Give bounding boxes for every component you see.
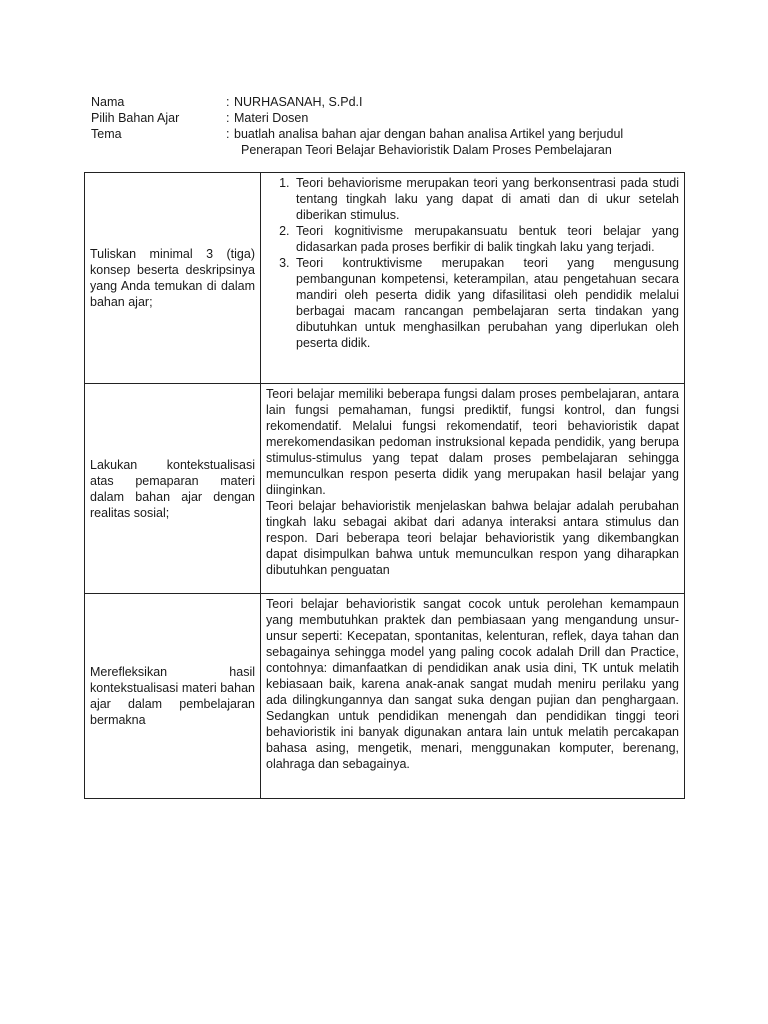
bahan-ajar-label: Pilih Bahan Ajar xyxy=(91,111,180,125)
paragraph: Teori belajar behavioristik sangat cocok untuk perolehan kemampaun yang membutuhkan praktek dan pembiasaan yang mengandung unsur-unsur seperti: Kecepatan, spontanitas, kelenturan, reflek, daya tahan dan sebagainya sehingga model yang paling cocok adalah Drill dan Practice, contohnya: dimanfaatkan di pendidikan anak usia dini, TK untuk melatih kebiasaan baik, karena anak-anak sangat mudah meniru perilaku yang ada dilingkungannya dan sangat suka dengan pujian dan penghargaan. Sedangkan untuk pendidikan menengah dan pendidikan tinggi teori behavioristik ini banyak digunakan antara lain untuk melatih percakapan bahasa asing, mengetik, menari, menggunakan komputer, berenang, olahraga dan sebagainya. xyxy=(266,597,679,771)
list-item: 1. Teori behaviorisme merupakan teori yang berkonsentrasi pada studi tentang tingkah laku yang dapat di amati dan di ukur setelah diberikan stimulus. xyxy=(293,175,679,223)
concepts-list xyxy=(266,175,679,351)
header-row-bahan-ajar xyxy=(91,110,691,126)
tema-value: buatlah analisa bahan ajar dengan bahan analisa Artikel yang berjudul xyxy=(234,127,624,141)
paragraph: Teori belajar behavioristik menjelaskan bahwa belajar adalah perubahan tingkah laku sebagai akibat dari adanya interaksi antara stimulus dan respon. Dari beberapa teori belajar behavioristik yang dikembangkan dapat disimpulkan bahwa untuk memunculkan respon yang diharapkan dibutuhkan penguatan xyxy=(266,499,679,577)
concepts-prompt: Tuliskan minimal 3 (tiga) konsep beserta deskripsinya yang Anda temukan di dalam bahan ajar; xyxy=(85,173,261,384)
analysis-table xyxy=(84,172,685,799)
header-row-nama xyxy=(91,94,691,110)
list-item: 3. Teori kontruktivisme merupakan teori yang mengusung pembangunan kompetensi, keterampilan, atau pengetahuan secara mandiri oleh peserta didik yang difasilitasi oleh pendidik melalui berbagai macam rancangan pembelajaran serta tindakan yang dibutuhkan untuk menghasilkan perubahan yang diperlukan oleh peserta didik. xyxy=(293,255,679,351)
table-row-reflection xyxy=(85,594,685,799)
paragraph: Teori belajar memiliki beberapa fungsi dalam proses pembelajaran, antara lain fungsi pemahaman, fungsi prediktif, fungsi kontrol, dan fungsi rekomendatif. Melalui fungsi rekomendatif, teori behavioristik dapat merekomendasikan pedoman instruksional kepada pendidik, yang berupa stimulus-stimulus yang tepat dalam proses pembelajaran sehingga memunculkan respon peserta didik yang merupakan hasil belajar yang diinginkan. xyxy=(266,387,679,497)
contextualization-answer xyxy=(261,384,685,594)
contextualization-prompt: Lakukan kontekstualisasi atas pemaparan materi dalam bahan ajar dengan realitas sosial; xyxy=(85,384,261,594)
table-row-concepts xyxy=(85,173,685,384)
bahan-ajar-value: Materi Dosen xyxy=(234,111,309,125)
separator: : xyxy=(226,111,230,125)
tema-label: Tema xyxy=(91,127,122,141)
separator: : xyxy=(226,95,230,109)
list-item: 2. Teori kognitivisme merupakansuatu bentuk teori belajar yang didasarkan pada proses berfikir di balik tingkah laku yang terjadi. xyxy=(293,223,679,255)
concepts-answer xyxy=(261,173,685,384)
nama-value: NURHASANAH, S.Pd.I xyxy=(234,95,363,109)
table-row-contextualization xyxy=(85,384,685,594)
document-header xyxy=(91,94,691,158)
nama-label: Nama xyxy=(91,95,125,109)
tema-value-continued: Penerapan Teori Belajar Behavioristik Dalam Proses Pembelajaran xyxy=(241,143,612,157)
reflection-answer xyxy=(261,594,685,799)
reflection-prompt: Merefleksikan hasil kontekstualisasi materi bahan ajar dalam pembelajaran bermakna xyxy=(85,594,261,799)
header-row-tema xyxy=(91,126,691,158)
tema-value-block xyxy=(234,126,691,158)
separator: : xyxy=(226,127,230,141)
